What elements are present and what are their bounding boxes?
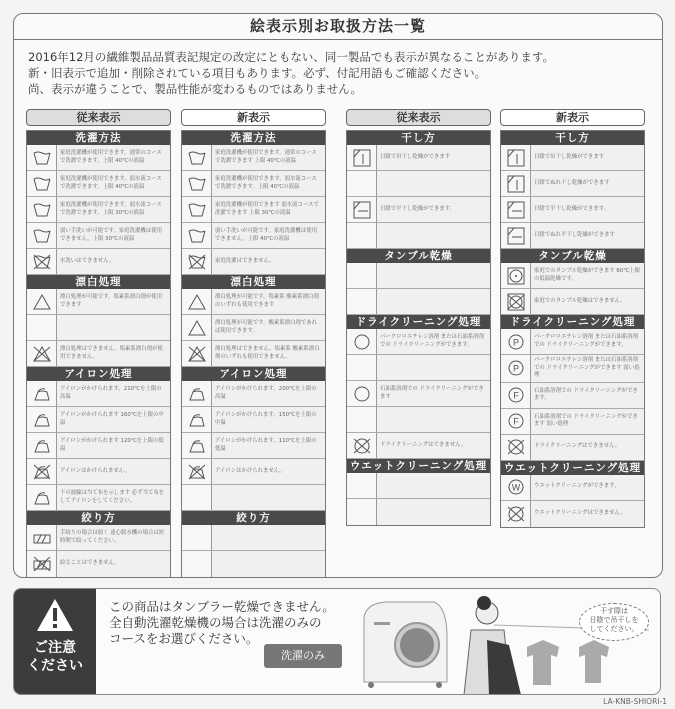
table-row xyxy=(501,145,644,171)
table-row xyxy=(347,433,490,459)
table-row xyxy=(182,381,325,407)
section-header: 干し方 xyxy=(501,131,644,145)
drip-dry-shade-icon xyxy=(501,171,531,196)
caution-label-line: ご注意 xyxy=(34,640,76,656)
row-description: 家庭洗濯はできません。 xyxy=(212,249,325,274)
row-description xyxy=(377,407,490,432)
table-row xyxy=(182,171,325,197)
row-description: ウエットクリーニングはできません。 xyxy=(531,501,644,527)
table-row xyxy=(27,249,170,275)
caution-message xyxy=(109,599,335,647)
section-header: タンブル乾燥 xyxy=(501,249,644,263)
flat-dry-shade-icon xyxy=(501,197,531,222)
section-header: 洗濯方法 xyxy=(27,131,170,145)
column-left-new xyxy=(181,109,326,578)
row-description: アイロンはかけられません。 xyxy=(57,459,170,484)
flat-drip-dry-shade-icon xyxy=(501,223,531,248)
row-description: 漂白処理が可能です。塩素系漂白剤が使用できます xyxy=(57,289,170,314)
empty-icon-cell xyxy=(347,473,377,498)
table-row xyxy=(27,315,170,341)
section-header: ドライクリーニング処理 xyxy=(501,315,644,329)
table-row xyxy=(347,197,490,223)
table-row xyxy=(501,197,644,223)
bleach-oxygen-icon xyxy=(182,315,212,340)
row-description xyxy=(377,499,490,525)
table-row xyxy=(27,289,170,315)
wring-gently-icon xyxy=(27,525,57,550)
table-row xyxy=(347,329,490,355)
empty-icon-cell xyxy=(347,499,377,525)
bleach-any-icon xyxy=(182,289,212,314)
intro-line: 2016年12月の繊維製品品質表記規定の改定にともない、同一製品でも表示が異なることがあります。 xyxy=(28,50,554,64)
bubble-line: 干す際は xyxy=(600,607,628,615)
iron-1dot-icon xyxy=(182,433,212,458)
iron-2dot-icon xyxy=(182,407,212,432)
empty-icon-cell xyxy=(182,525,212,550)
empty-icon-cell xyxy=(347,223,377,248)
intro-line: 尚、表示が違うことで、製品性能が変わるものではありません。 xyxy=(28,82,362,96)
washtub-40-icon xyxy=(27,145,57,170)
column-left-old xyxy=(26,109,171,578)
row-description xyxy=(212,551,325,577)
row-description: 日陰でぬれ平干し乾燥ができます xyxy=(531,223,644,248)
table-row xyxy=(347,263,490,289)
table-row xyxy=(182,551,325,577)
iron-high-icon xyxy=(27,381,57,406)
row-description: 石油系溶剤での ドライクリーニングができます。 xyxy=(531,383,644,408)
no-bleach-icon xyxy=(182,341,212,366)
no-dry-clean-icon xyxy=(347,433,377,458)
caution-label-line: ください xyxy=(27,658,83,674)
tumble-dry-low-icon xyxy=(501,263,531,288)
section-header: ドライクリーニング処理 xyxy=(347,315,490,329)
table-row xyxy=(27,341,170,367)
row-description: 絞ることはできません。 xyxy=(57,551,170,577)
table-row xyxy=(501,223,644,249)
section-header: 絞り方 xyxy=(27,511,170,525)
no-wash-icon xyxy=(182,249,212,274)
table-row xyxy=(27,145,170,171)
section-header: タンブル乾燥 xyxy=(347,249,490,263)
no-chlorine-bleach-icon xyxy=(27,341,57,366)
row-description: 家庭でのタンブル乾燥ができます 60℃上限の低温乾燥です。 xyxy=(531,263,644,288)
svg-text:P: P xyxy=(512,363,519,374)
section-header: 漂白処理 xyxy=(182,275,325,289)
svg-text:F: F xyxy=(512,390,519,401)
table-row xyxy=(182,315,325,341)
table-row xyxy=(501,171,644,197)
washing-machine-illustration xyxy=(359,597,449,692)
table-row xyxy=(501,329,644,355)
table-row xyxy=(347,355,490,381)
caution-label xyxy=(14,639,96,675)
row-description: アイロンがかけられます 160℃を上限の中温 xyxy=(57,407,170,432)
column-right-new xyxy=(500,109,645,528)
row-description: 日陰で平干し乾燥ができます。 xyxy=(531,197,644,222)
hand-wash-40-icon xyxy=(182,223,212,248)
row-description: 石油系溶剤での ドライクリーニングができます 弱い処理 xyxy=(531,409,644,434)
caution-panel xyxy=(13,588,661,695)
svg-text:W: W xyxy=(511,482,520,493)
row-description: 家庭洗濯機が使用できます。弱水流コースで洗濯できます。上限 40℃の液温 xyxy=(57,171,170,196)
hand-wash-30-icon xyxy=(27,223,57,248)
table-row xyxy=(182,197,325,223)
row-description: 家庭洗濯機が使用できます。弱水流コースで洗濯できます。上限 30℃の液温 xyxy=(57,197,170,222)
column-header-new: 新表示 xyxy=(181,109,326,126)
row-description: パークロロエチレン溶剤 または石油系溶剤での ドライクリーニングができます。 xyxy=(531,329,644,354)
row-description: パークロロエチレン溶剤 または石油系溶剤での ドライクリーニングができます。 xyxy=(377,329,490,354)
row-description: アイロンがかけられます。200℃を上限の高温 xyxy=(212,381,325,406)
row-description: 家庭洗濯機が使用できます 弱水流コースで洗濯できます 上限 30℃の液温 xyxy=(212,197,325,222)
row-description: 下の波線は当て布を示します 必ず当て布をしてアイロンをしてください。 xyxy=(57,485,170,510)
iron-3dot-icon xyxy=(182,381,212,406)
table-row xyxy=(182,145,325,171)
caution-line: この商品はタンブラー乾燥できません。 xyxy=(109,599,335,614)
row-description: ドライクリーニングはできません。 xyxy=(377,433,490,458)
intro-line: 新・旧表示で追加・削除されている項目もあります。必ず、付記用語もご確認ください。 xyxy=(28,66,487,80)
section-header: 絞り方 xyxy=(182,511,325,525)
table-row xyxy=(501,501,644,527)
table-row xyxy=(182,407,325,433)
table-row xyxy=(347,145,490,171)
row-description: 日陰で平干し乾燥ができます。 xyxy=(377,197,490,222)
column-header-old: 従来表示 xyxy=(26,109,171,126)
intro-text xyxy=(14,40,662,97)
row-description: ウエットクリーニングができます。 xyxy=(531,475,644,500)
row-description: 家庭洗濯機が使用できます。通常のコースで洗濯できます 上限 40℃の液温 xyxy=(212,145,325,170)
wet-clean-w-icon xyxy=(501,475,531,500)
row-description: 弱い手洗いが可能です。家庭洗濯機は使用できません。上限 30℃の液温 xyxy=(57,223,170,248)
row-description: アイロンがかけられます。150℃を上限の中温 xyxy=(212,407,325,432)
table-row xyxy=(27,433,170,459)
table-row xyxy=(182,341,325,367)
table-row xyxy=(182,289,325,315)
washtub-40-gentle-icon xyxy=(182,171,212,196)
table-row xyxy=(347,499,490,525)
row-description: アイロンがかけられます。210℃を上限の高温 xyxy=(57,381,170,406)
table-row xyxy=(27,407,170,433)
dry-clean-petroleum-icon xyxy=(347,381,377,406)
empty-icon-cell xyxy=(347,171,377,196)
bubble-line: してください。 xyxy=(589,625,639,633)
table-row xyxy=(182,459,325,485)
empty-icon-cell xyxy=(347,355,377,380)
table-row xyxy=(347,223,490,249)
table-row xyxy=(501,289,644,315)
table-row xyxy=(27,381,170,407)
column-header-new: 新表示 xyxy=(500,109,645,126)
row-description: アイロンがかけられます。110℃を上限の低温 xyxy=(212,433,325,458)
warning-icon xyxy=(35,597,75,633)
bubble-line: 日陰で吊干しを xyxy=(589,616,639,624)
caution-line: 全自動洗濯乾燥機の場合は洗濯のみの xyxy=(109,615,322,630)
table-row xyxy=(182,223,325,249)
table-row xyxy=(501,263,644,289)
no-iron-icon xyxy=(27,459,57,484)
row-description: 家庭洗濯機が使用できます。通常のコースで洗濯できます。上限 40℃の液温 xyxy=(57,145,170,170)
chlorine-bleach-icon xyxy=(27,289,57,314)
section-header: 干し方 xyxy=(347,131,490,145)
table-row xyxy=(182,485,325,511)
washtub-weak-40-icon xyxy=(27,171,57,196)
iron-low-icon xyxy=(27,433,57,458)
iron-medium-icon xyxy=(27,407,57,432)
empty-icon-cell xyxy=(347,407,377,432)
section-header: ウエットクリーニング処理 xyxy=(501,461,644,475)
flat-dry-shade-icon xyxy=(347,197,377,222)
row-description: アイロンがかけられます 120℃を上限の低温 xyxy=(57,433,170,458)
dry-clean-f-icon xyxy=(501,383,531,408)
page-title: 絵表示別お取扱方法一覧 xyxy=(14,14,662,40)
dry-clean-icon xyxy=(347,329,377,354)
empty-icon-cell xyxy=(347,263,377,288)
table-row xyxy=(27,551,170,577)
empty-icon-cell xyxy=(182,485,212,510)
caution-line: コースをお選びください。 xyxy=(109,631,259,646)
row-description xyxy=(377,171,490,196)
caution-badge xyxy=(14,589,96,695)
document-code: LA-KNB-SHIORI-1 xyxy=(603,697,667,706)
row-description xyxy=(377,473,490,498)
row-description xyxy=(377,263,490,288)
table-row xyxy=(347,171,490,197)
table-row xyxy=(501,409,644,435)
table-row xyxy=(27,459,170,485)
row-description: アイロンはかけられません。 xyxy=(212,459,325,484)
no-tumble-dry-icon xyxy=(501,289,531,314)
table-row xyxy=(182,525,325,551)
dry-clean-f-mild-icon xyxy=(501,409,531,434)
table-row xyxy=(347,289,490,315)
care-label-table-frame xyxy=(13,13,663,578)
iron-with-cloth-icon xyxy=(27,485,57,510)
no-wet-clean-icon xyxy=(501,501,531,527)
empty-icon-cell xyxy=(347,289,377,314)
row-description: 漂白処理が可能です。塩素系 酸素系漂白剤のいずれも使用できます xyxy=(212,289,325,314)
row-description: 石油系溶剤での ドライクリーニングができます xyxy=(377,381,490,406)
section-header: アイロン処理 xyxy=(27,367,170,381)
row-description xyxy=(57,315,170,340)
dry-clean-p-mild-icon xyxy=(501,355,531,382)
symbol-table xyxy=(26,130,171,578)
row-description xyxy=(212,525,325,550)
row-description: 家庭でのタンブル乾燥はできません。 xyxy=(531,289,644,314)
table-row xyxy=(501,383,644,409)
table-row xyxy=(182,249,325,275)
no-wring-icon xyxy=(27,551,57,577)
row-description: パークロロエチレン溶剤 または石油系溶剤での ドライクリーニングができます 弱い処理 xyxy=(531,355,644,382)
table-row xyxy=(27,485,170,511)
wash-only-button: 洗濯のみ xyxy=(264,644,342,668)
row-description xyxy=(377,223,490,248)
no-iron-icon xyxy=(182,459,212,484)
table-row xyxy=(501,435,644,461)
svg-text:P: P xyxy=(512,337,519,347)
table-row xyxy=(347,473,490,499)
dry-clean-p-icon xyxy=(501,329,531,354)
row-description: 日陰でぬれ干し乾燥ができます xyxy=(531,171,644,196)
row-description: 漂白処理はできません。塩素系 酸素系漂白剤のいずれも使用できません。 xyxy=(212,341,325,366)
hang-dry-shade-icon xyxy=(347,145,377,170)
row-description: 漂白処理が可能です。酸素系漂白剤であれば使用できます。 xyxy=(212,315,325,340)
no-wash-icon xyxy=(27,249,57,274)
row-description: 弱い手洗いが可能です。家庭洗濯機は使用できません。上限 40℃の液温 xyxy=(212,223,325,248)
washtub-30-very-gentle-icon xyxy=(182,197,212,222)
column-header-old: 従来表示 xyxy=(346,109,491,126)
row-description: 漂白処理はできません。塩素系漂白剤が使用できません。 xyxy=(57,341,170,366)
row-description: 水洗いはできません。 xyxy=(57,249,170,274)
table-row xyxy=(27,197,170,223)
section-header: 漂白処理 xyxy=(27,275,170,289)
table-row xyxy=(27,525,170,551)
empty-icon-cell xyxy=(27,315,57,340)
table-row xyxy=(501,355,644,383)
symbol-table xyxy=(346,130,491,526)
section-header: 洗濯方法 xyxy=(182,131,325,145)
column-right-old xyxy=(346,109,491,526)
table-row xyxy=(27,223,170,249)
row-description: 日陰で吊干し乾燥ができます xyxy=(377,145,490,170)
row-description: ドライクリーニングはできません。 xyxy=(531,435,644,460)
table-row xyxy=(347,407,490,433)
svg-text:F: F xyxy=(512,416,519,427)
symbol-table xyxy=(500,130,645,528)
table-row xyxy=(501,475,644,501)
section-header: ウエットクリーニング処理 xyxy=(347,459,490,473)
washtub-40-icon xyxy=(182,145,212,170)
row-description: 日陰で吊干し乾燥ができます xyxy=(531,145,644,170)
washtub-weak-30-icon xyxy=(27,197,57,222)
row-description: 家庭洗濯機が使用できます。弱水流コースで洗濯できます。上限 40℃の液温 xyxy=(212,171,325,196)
row-description xyxy=(377,355,490,380)
table-row xyxy=(347,381,490,407)
table-row xyxy=(182,433,325,459)
empty-icon-cell xyxy=(182,551,212,577)
section-header: アイロン処理 xyxy=(182,367,325,381)
row-description xyxy=(212,485,325,510)
row-description xyxy=(377,289,490,314)
no-dry-clean-icon xyxy=(501,435,531,460)
speech-bubble xyxy=(579,603,649,641)
symbol-table xyxy=(181,130,326,578)
line-dry-shade-icon xyxy=(501,145,531,170)
row-description: 手絞りの場合は弱く 遠心脱水機の場合は短時間で絞ってください。 xyxy=(57,525,170,550)
table-row xyxy=(27,171,170,197)
